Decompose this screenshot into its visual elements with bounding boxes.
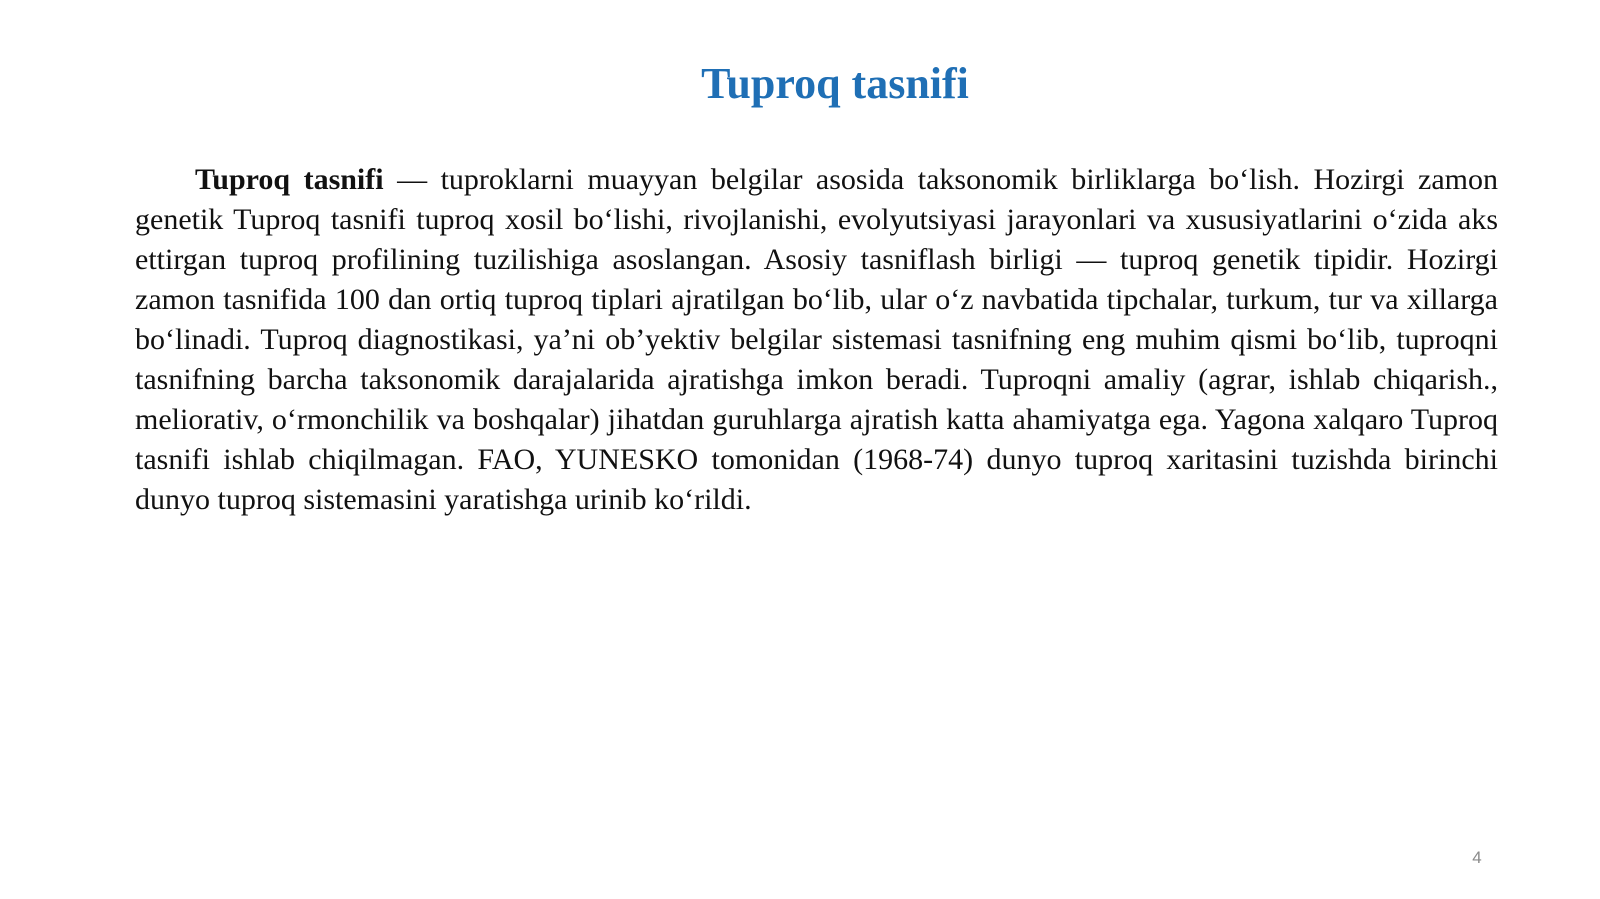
body-term: Tuproq tasnifi — [195, 163, 384, 196]
page-number: 4 — [1472, 848, 1482, 867]
slide-body-paragraph — [135, 160, 1498, 520]
body-text: — tuproklarni muayyan belgilar asosida taksonomik birliklarga bo‘lish. Hozirgi zamon genetik Tuproq tasnifi tuproq xosil bo‘lishi, rivojlanishi, evolyutsiyasi jarayonlari va xususiyatlarini o‘zida aks ettirgan tuproq profilining tuzilishiga asoslangan. Asosiy tasniflash birligi — tuproq genetik tipidir. Hozirgi zamon tasnifida 100 dan ortiq tuproq tiplari ajratilgan bo‘lib, ular o‘z navbatida tipchalar, turkum, tur va xillarga bo‘linadi. Tuproq diagnostikasi, ya’ni ob’yektiv belgilar sistemasi tasnifning eng muhim qismi bo‘lib, tuproqni tasnifning barcha taksonomik darajalarida ajratishga imkon beradi. Tuproqni amaliy (agrar, ishlab chiqarish., meliorativ, o‘rmonchilik va boshqalar) jihatdan guruhlarga ajratish katta ahamiyatga ega. Yagona xalqaro Tuproq tasnifi ishlab chiqilmagan. FAO, YUNESKO tomonidan (1968-74) dunyo tuproq xaritasini tuzishda birinchi dunyo tuproq sistemasini yaratishga urinib ko‘rildi. — [135, 163, 1499, 516]
slide-title: Tuproq tasnifi — [701, 59, 969, 108]
